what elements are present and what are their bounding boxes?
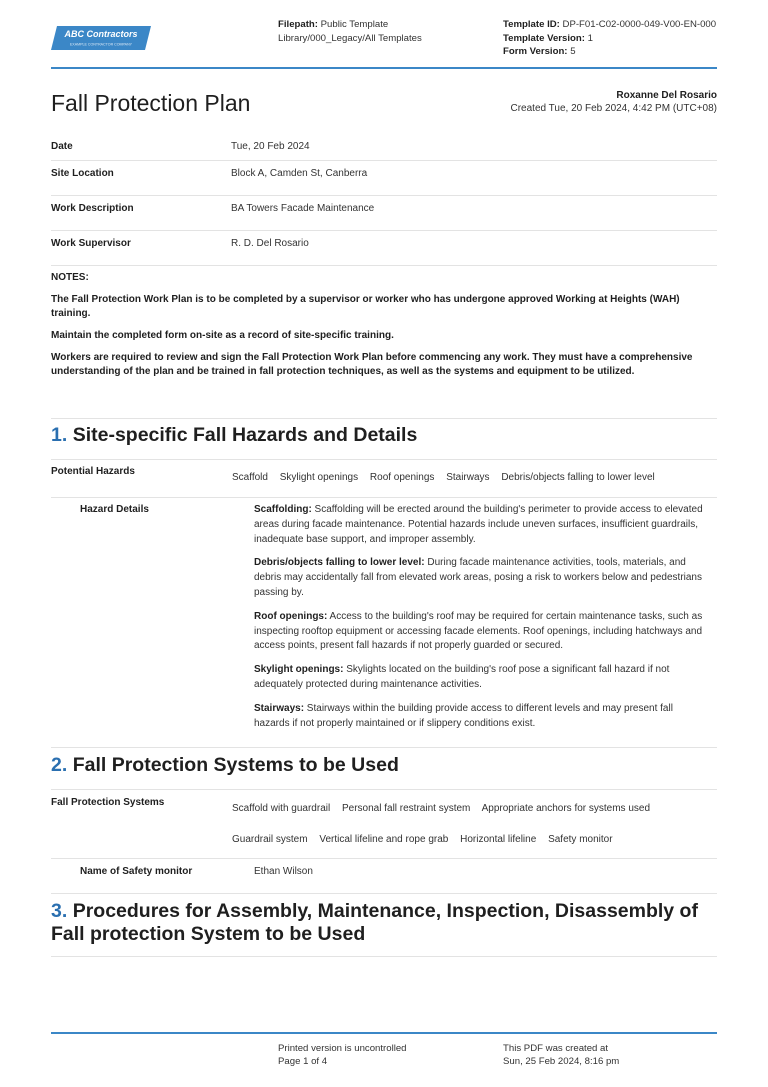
divider [51,956,717,957]
template-version-label: Template Version: [503,32,585,44]
field-label: Date [51,141,73,152]
notes-heading: NOTES: [51,272,89,283]
safety-monitor-label: Name of Safety monitor [80,866,193,877]
hazard-detail-roof-openings: Roof openings: Access to the building's roof may be required for certain maintenance tasks, such as inspecting rooftop equipment or accessing facade elements. Roof openings, including hatchways and access points, present fall hazards if not properly guarded or secured. [254,610,703,652]
filepath-value: Public Template Library/000_Legacy/All Templates [278,19,422,44]
systems-list-row-1 [232,803,659,814]
systems-list-row-2 [232,834,622,845]
pdf-created-value: Sun, 25 Feb 2024, 8:16 pm [503,1056,620,1067]
form-version-value: 5 [570,46,576,57]
section-1-heading [51,424,417,447]
system-tag: Safety monitor [548,834,613,845]
logo-text: ABC Contractors [64,29,138,39]
hazard-detail-scaffolding: Scaffolding: Scaffolding will be erected around the building's perimeter to provide access to elevated areas during facade maintenance. Potential hazards include uneven surfaces, insufficient guardrails, inadequate base support, and improper assembly. [254,504,703,545]
form-version-label: Form Version: [503,46,568,57]
field-value: BA Towers Facade Maintenance [231,203,375,214]
hazard-tag: Scaffold [232,472,268,483]
note-item: Maintain the completed form on-site as a record of site-specific training. [51,330,394,341]
page-number: Page 1 of 4 [278,1056,328,1067]
field-label: Work Description [51,203,134,214]
filepath-label: Filepath: [278,19,318,30]
header-divider [51,67,717,69]
fall-protection-systems-label: Fall Protection Systems [51,797,165,808]
divider [51,497,717,498]
divider [51,459,717,460]
hazard-detail-debris: Debris/objects falling to lower level: During facade maintenance activities, tools, materials, and debris may accidentally fall from elevated work areas, posing a risk to workers below and pedestrians passing by. [254,557,702,598]
field-value: Block A, Camden St, Canberra [231,168,368,179]
field-work-supervisor [51,231,717,266]
section-title-line-1: Procedures for Assembly, Maintenance, Inspection, Disassembly of [72,900,698,922]
system-tag: Guardrail system [232,834,308,845]
divider [51,789,717,790]
divider [51,893,717,894]
hazard-detail-stairways: Stairways: Stairways within the building provide access to different levels and may present fall hazards if not properly maintained or if slippery conditions exist. [254,702,673,729]
field-label: Work Supervisor [51,238,131,249]
divider [51,418,717,419]
page-title: Fall Protection Plan [51,90,251,116]
section-number: 1. [51,424,68,446]
hazard-tag: Skylight openings [279,472,359,483]
company-logo [51,26,151,50]
field-date [51,131,717,161]
section-number: 3. [51,900,68,922]
field-value: R. D. Del Rosario [231,238,309,249]
section-number: 2. [51,754,68,776]
system-tag: Vertical lifeline and rope grab [319,834,449,845]
footer-created-info [503,1042,619,1068]
template-version-value: 1 [587,32,593,44]
system-tag: Appropriate anchors for systems used [481,803,651,814]
divider [51,858,717,859]
template-info [503,18,723,59]
footer-print-info [278,1042,407,1068]
footer-divider [51,1032,717,1034]
field-work-description [51,196,717,231]
field-value: Tue, 20 Feb 2024 [231,141,310,152]
uncontrolled-note: Printed version is uncontrolled [278,1043,407,1054]
section-title-line-2: Fall protection System to be Used [51,923,366,945]
field-site-location [51,161,717,196]
section-title: Fall Protection Systems to be Used [72,754,399,776]
creator-name: Roxanne Del Rosario [616,90,717,101]
potential-hazards-label: Potential Hazards [51,466,135,477]
hazard-tag: Debris/objects falling to lower level [501,472,655,483]
divider [51,747,717,748]
pdf-created-label: This PDF was created at [503,1043,609,1054]
potential-hazards-list [232,472,664,483]
field-label: Site Location [51,168,114,179]
template-id-value: DP-F01-C02-0000-049-V00-EN-000 [562,19,717,30]
filepath-info [278,18,488,45]
page-header [51,18,717,68]
hazard-tag: Roof openings [369,472,435,483]
logo-subtext: EXAMPLE CONTRACTOR COMPANY [69,42,133,47]
section-2-heading [51,754,399,777]
note-item: The Fall Protection Work Plan is to be completed by a supervisor or worker who has undergone approved Working at Heights (WAH) training. [51,294,680,319]
system-tag: Horizontal lifeline [460,834,537,845]
hazard-details [254,503,709,740]
hazard-tag: Stairways [446,472,490,483]
section-title: Site-specific Fall Hazards and Details [72,424,418,446]
system-tag: Personal fall restraint system [341,803,471,814]
section-3-heading [51,900,717,946]
hazard-detail-skylight: Skylight openings: Skylights located on the building's roof pose a significant fall hazard if not adequately protected during maintenance activities. [254,664,670,690]
note-item: Workers are required to review and sign the Fall Protection Work Plan before commencing any work. They must have a comprehensive understanding of the plan and be trained in fall protection techniques, as well as the systems and equipment to be utilized. [51,352,693,377]
system-tag: Scaffold with guardrail [232,803,331,814]
template-id-label: Template ID: [503,19,560,30]
created-timestamp: Created Tue, 20 Feb 2024, 4:42 PM (UTC+08) [510,102,717,114]
creator-info [511,90,718,115]
safety-monitor-value: Ethan Wilson [254,866,313,877]
notes-block [51,271,717,387]
hazard-details-label: Hazard Details [80,504,149,515]
